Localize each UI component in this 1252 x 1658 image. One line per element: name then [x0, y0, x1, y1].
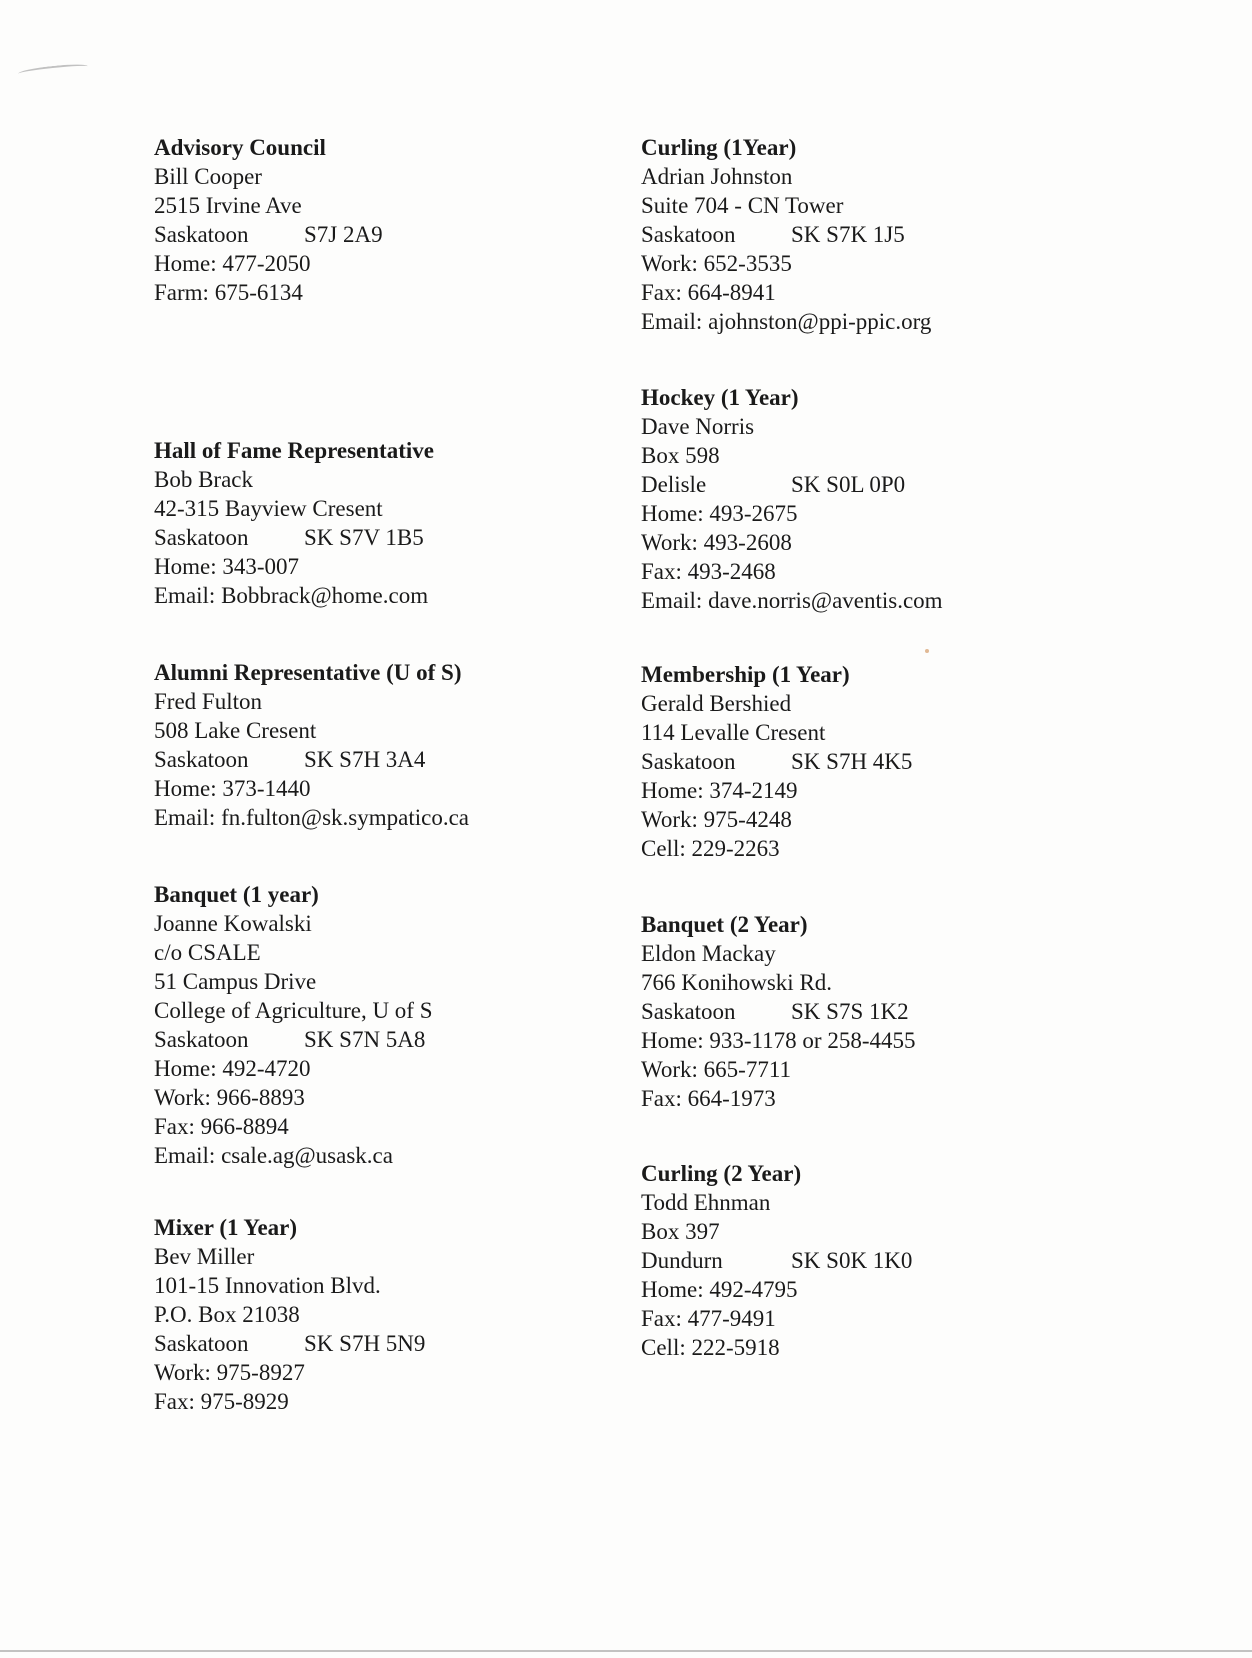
contact-detail: Work: 665-7711	[641, 1057, 791, 1082]
province-postal-code: SK S7H 4K5	[791, 749, 913, 774]
address-line: Suite 704 - CN Tower	[641, 193, 844, 218]
contact-entry	[154, 1213, 634, 1416]
city-postal-line	[154, 1025, 634, 1054]
contact-name: Dave Norris	[641, 414, 755, 439]
province-postal-code: SK S7H 5N9	[304, 1331, 426, 1356]
address-line: 114 Levalle Cresent	[641, 720, 826, 745]
city-postal-line	[154, 220, 634, 249]
province-postal-code: SK S7S 1K2	[791, 999, 909, 1024]
contact-name: Adrian Johnston	[641, 164, 793, 189]
contact-detail: Home: 492-4720	[154, 1056, 311, 1081]
city-postal-line	[641, 997, 1121, 1026]
city-postal-line	[154, 523, 634, 552]
province-postal-code: SK S7N 5A8	[304, 1027, 426, 1052]
contact-detail: Home: 373-1440	[154, 776, 311, 801]
section-title: Hall of Fame Representative	[154, 438, 434, 463]
address-line: 766 Konihowski Rd.	[641, 970, 833, 995]
city: Dundurn	[641, 1248, 723, 1273]
contact-detail: Fax: 493-2468	[641, 559, 776, 584]
section-title: Hockey (1 Year)	[641, 385, 799, 410]
province-postal-code: SK S7H 3A4	[304, 747, 426, 772]
section-title: Curling (2 Year)	[641, 1161, 802, 1186]
contact-detail: Work: 975-4248	[641, 807, 792, 832]
contact-entry	[154, 133, 634, 307]
address-line: College of Agriculture, U of S	[154, 998, 433, 1023]
contact-detail: Home: 477-2050	[154, 251, 311, 276]
contact-entry	[641, 910, 1121, 1113]
contact-detail: Home: 343-007	[154, 554, 300, 579]
contact-detail: Cell: 222-5918	[641, 1335, 780, 1360]
section-title: Advisory Council	[154, 135, 326, 160]
city: Saskatoon	[641, 749, 736, 774]
contact-detail: Work: 652-3535	[641, 251, 792, 276]
section-title: Membership (1 Year)	[641, 662, 850, 687]
address-line: c/o CSALE	[154, 940, 261, 965]
contact-detail: Email: ajohnston@ppi-ppic.org	[641, 309, 932, 334]
contact-detail: Home: 493-2675	[641, 501, 798, 526]
section-title: Banquet (1 year)	[154, 882, 319, 907]
contact-detail: Fax: 477-9491	[641, 1306, 776, 1331]
province-postal-code: S7J 2A9	[304, 222, 383, 247]
contact-name: Bev Miller	[154, 1244, 255, 1269]
province-postal-code: SK S7V 1B5	[304, 525, 424, 550]
city: Saskatoon	[154, 222, 249, 247]
address-line: Box 598	[641, 443, 720, 468]
province-postal-code: SK S0L 0P0	[791, 472, 906, 497]
city: Saskatoon	[154, 1331, 249, 1356]
city-postal-line	[641, 747, 1121, 776]
address-line: Box 397	[641, 1219, 720, 1244]
contact-entry	[154, 880, 634, 1170]
city-postal-line	[154, 1329, 634, 1358]
contact-detail: Email: Bobbrack@home.com	[154, 583, 429, 608]
contact-entry	[641, 1159, 1121, 1362]
contact-name: Eldon Mackay	[641, 941, 776, 966]
contact-name: Fred Fulton	[154, 689, 262, 714]
page-bottom-edge	[0, 1650, 1252, 1652]
contact-detail: Cell: 229-2263	[641, 836, 780, 861]
contact-detail: Home: 492-4795	[641, 1277, 798, 1302]
address-line: 101-15 Innovation Blvd.	[154, 1273, 381, 1298]
section-title: Mixer (1 Year)	[154, 1215, 298, 1240]
scan-mark	[18, 62, 88, 77]
contact-name: Gerald Bershied	[641, 691, 792, 716]
contact-entry	[154, 658, 634, 832]
city: Saskatoon	[154, 1027, 249, 1052]
address-line: 508 Lake Cresent	[154, 718, 317, 743]
contact-detail: Fax: 966-8894	[154, 1114, 289, 1139]
contact-entry	[641, 133, 1121, 336]
contact-detail: Home: 933-1178 or 258-4455	[641, 1028, 916, 1053]
city: Delisle	[641, 472, 707, 497]
contact-detail: Work: 493-2608	[641, 530, 792, 555]
contact-detail: Work: 966-8893	[154, 1085, 305, 1110]
contact-name: Todd Ehnman	[641, 1190, 771, 1215]
contact-name: Joanne Kowalski	[154, 911, 312, 936]
contact-entry	[154, 436, 634, 610]
contact-detail: Farm: 675-6134	[154, 280, 303, 305]
city: Saskatoon	[641, 222, 736, 247]
contact-detail: Fax: 664-1973	[641, 1086, 776, 1111]
section-title: Alumni Representative (U of S)	[154, 660, 462, 685]
contact-entry	[641, 383, 1121, 615]
contact-detail: Home: 374-2149	[641, 778, 798, 803]
city-postal-line	[154, 745, 634, 774]
province-postal-code: SK S0K 1K0	[791, 1248, 913, 1273]
address-line: 51 Campus Drive	[154, 969, 317, 994]
address-line: P.O. Box 21038	[154, 1302, 300, 1327]
contact-entry	[641, 660, 1121, 863]
contact-detail: Fax: 975-8929	[154, 1389, 289, 1414]
city: Saskatoon	[154, 747, 249, 772]
scan-speck	[925, 649, 929, 653]
contact-detail: Email: dave.norris@aventis.com	[641, 588, 943, 613]
contact-detail: Work: 975-8927	[154, 1360, 305, 1385]
contact-detail: Fax: 664-8941	[641, 280, 776, 305]
city-postal-line	[641, 220, 1121, 249]
contact-detail: Email: fn.fulton@sk.sympatico.ca	[154, 805, 470, 830]
contact-name: Bill Cooper	[154, 164, 262, 189]
city: Saskatoon	[641, 999, 736, 1024]
province-postal-code: SK S7K 1J5	[791, 222, 905, 247]
contact-detail: Email: csale.ag@usask.ca	[154, 1143, 393, 1168]
address-line: 2515 Irvine Ave	[154, 193, 302, 218]
section-title: Banquet (2 Year)	[641, 912, 808, 937]
section-title: Curling (1Year)	[641, 135, 797, 160]
city: Saskatoon	[154, 525, 249, 550]
address-line: 42-315 Bayview Cresent	[154, 496, 383, 521]
city-postal-line	[641, 470, 1121, 499]
contact-name: Bob Brack	[154, 467, 254, 492]
city-postal-line	[641, 1246, 1121, 1275]
